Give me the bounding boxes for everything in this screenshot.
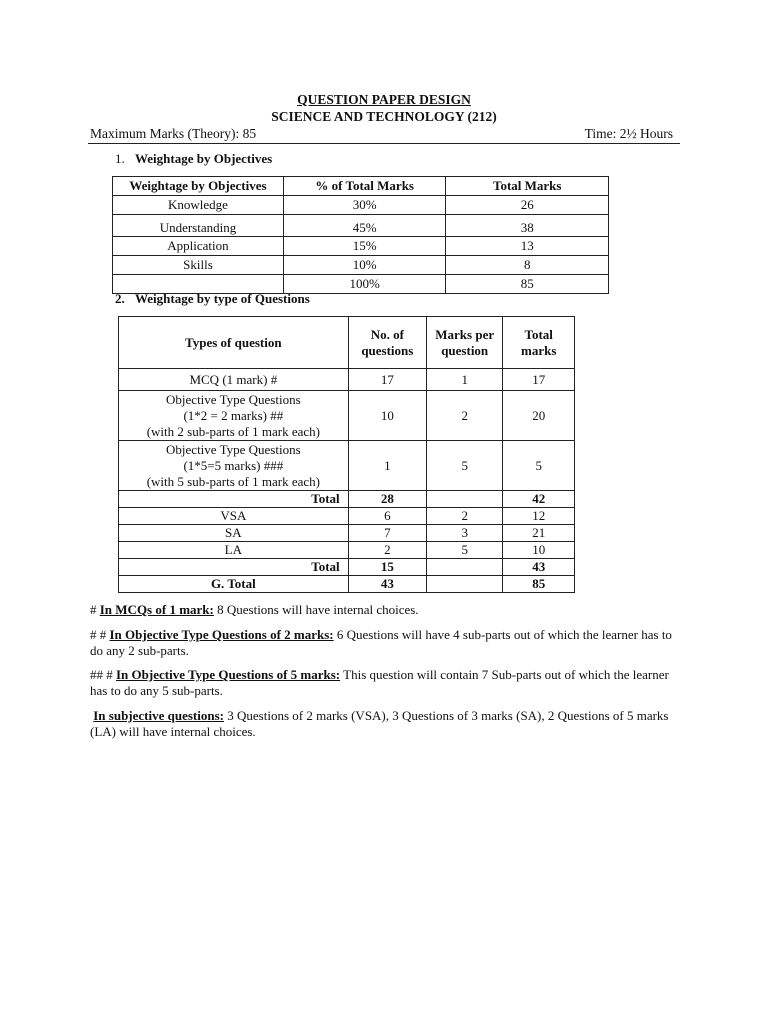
table-cell: 30% [283,196,446,215]
section1-heading [115,151,272,167]
table-cell [119,441,349,491]
cell-line: Objective Type Questions [166,391,301,407]
column-header: No. of questions [348,317,426,369]
header-divider [88,143,680,144]
table-cell: Understanding [113,215,284,237]
table-cell: LA [119,542,349,559]
table-row [113,237,609,256]
column-header: Weightage by Objectives [113,177,284,196]
table-cell: 38 [446,215,609,237]
cell-line: Objective Type Questions [166,441,301,457]
table-cell: 10 [348,391,426,441]
column-header: Total marks [503,317,575,369]
note-emphasis: In subjective questions: [93,708,224,723]
table-cell: Skills [113,256,284,275]
section2-number: 2. [115,291,125,306]
table-cell: 3 [426,525,502,542]
table-cell [426,559,502,576]
table-cell: VSA [119,508,349,525]
table-cell: 28 [348,491,426,508]
note-text: This question will contain 7 Sub-parts out of which the learner has to do any 5 sub-parts. [90,667,669,698]
cell-line: (with 2 sub-parts of 1 mark each) [146,423,320,439]
table-cell: 5 [426,441,502,491]
note-text: 8 Questions will have internal choices. [213,602,419,617]
section2-title: Weightage by type of Questions [135,291,310,306]
table-row [119,542,575,559]
table-row [119,508,575,525]
table-cell: G. Total [119,576,349,593]
table-cell: 15% [283,237,446,256]
section2-heading [115,291,310,307]
table-cell: 15 [348,559,426,576]
note-objective-2 [90,627,680,659]
note-prefix: ## # [90,667,116,682]
table-cell: 5 [503,441,575,491]
table-cell: 1 [426,369,502,391]
table-grand-total-row [119,576,575,593]
table-cell: 13 [446,237,609,256]
table-cell: Application [113,237,284,256]
table-cell: 85 [503,576,575,593]
cell-line: (with 5 sub-parts of 1 mark each) [146,473,320,489]
table-cell: 6 [348,508,426,525]
table-cell: 17 [503,369,575,391]
note-emphasis: In Objective Type Questions of 2 marks: [109,627,334,642]
note-objective-5 [90,667,680,699]
table-cell: 5 [426,542,502,559]
table-row [113,215,609,237]
table-cell: 21 [503,525,575,542]
note-prefix: # # [90,627,110,642]
table-row [119,525,575,542]
table-row [119,391,575,441]
table-subtotal-row [119,559,575,576]
note-emphasis: In MCQs of 1 mark: [99,602,214,617]
page-subtitle: SCIENCE AND TECHNOLOGY (212) [271,109,497,124]
column-header: Marks per question [426,317,502,369]
table-cell: 85 [446,275,609,294]
table-cell: 7 [348,525,426,542]
table-header-row [119,317,575,369]
max-marks: Maximum Marks (Theory): 85 [90,126,257,141]
note-subjective [90,708,680,740]
page-title: QUESTION PAPER DESIGN [297,92,471,107]
table-cell: 26 [446,196,609,215]
table-cell: 1 [348,441,426,491]
cell-line: (1*5=5 marks) ### [183,457,284,473]
table-row [119,441,575,491]
table-cell: 100% [283,275,446,294]
table-cell: 17 [348,369,426,391]
table-row [113,256,609,275]
time-allowed: Time: 2½ Hours [584,126,673,141]
cell-line: (1*2 = 2 marks) ## [183,407,284,423]
table-cell: 10% [283,256,446,275]
question-types-table [118,316,575,593]
table-row [113,196,609,215]
table-cell: SA [119,525,349,542]
note-prefix: # [90,602,100,617]
table-cell [119,391,349,441]
section1-title: Weightage by Objectives [135,151,273,166]
table-cell: Knowledge [113,196,284,215]
table-cell: 45% [283,215,446,237]
note-emphasis: In Objective Type Questions of 5 marks: [116,667,341,682]
column-header: Total Marks [446,177,609,196]
table-cell: 10 [503,542,575,559]
objectives-table [112,176,609,294]
table-cell: 43 [503,559,575,576]
table-cell [426,491,502,508]
note-text: 6 Questions will have 4 sub-parts out of which the learner has to do any 2 sub-parts. [90,627,672,658]
table-cell: 2 [426,508,502,525]
table-cell: MCQ (1 mark) # [119,369,349,391]
table-cell: 20 [503,391,575,441]
table-cell: 2 [426,391,502,441]
table-cell: 42 [503,491,575,508]
column-header: Types of question [119,317,349,369]
table-cell: 2 [348,542,426,559]
table-subtotal-row [119,491,575,508]
column-header: % of Total Marks [283,177,446,196]
table-cell: Total [119,559,349,576]
section1-number: 1. [115,151,125,166]
table-cell [426,576,502,593]
table-row [119,369,575,391]
table-cell: 12 [503,508,575,525]
note-text: 3 Questions of 2 marks (VSA), 3 Questions of 3 marks (SA), 2 Questions of 5 marks (LA) will have internal choices. [90,708,669,739]
table-cell: 8 [446,256,609,275]
note-mcq [90,602,680,618]
table-cell: Total [119,491,349,508]
table-cell: 43 [348,576,426,593]
table-header-row [113,177,609,196]
